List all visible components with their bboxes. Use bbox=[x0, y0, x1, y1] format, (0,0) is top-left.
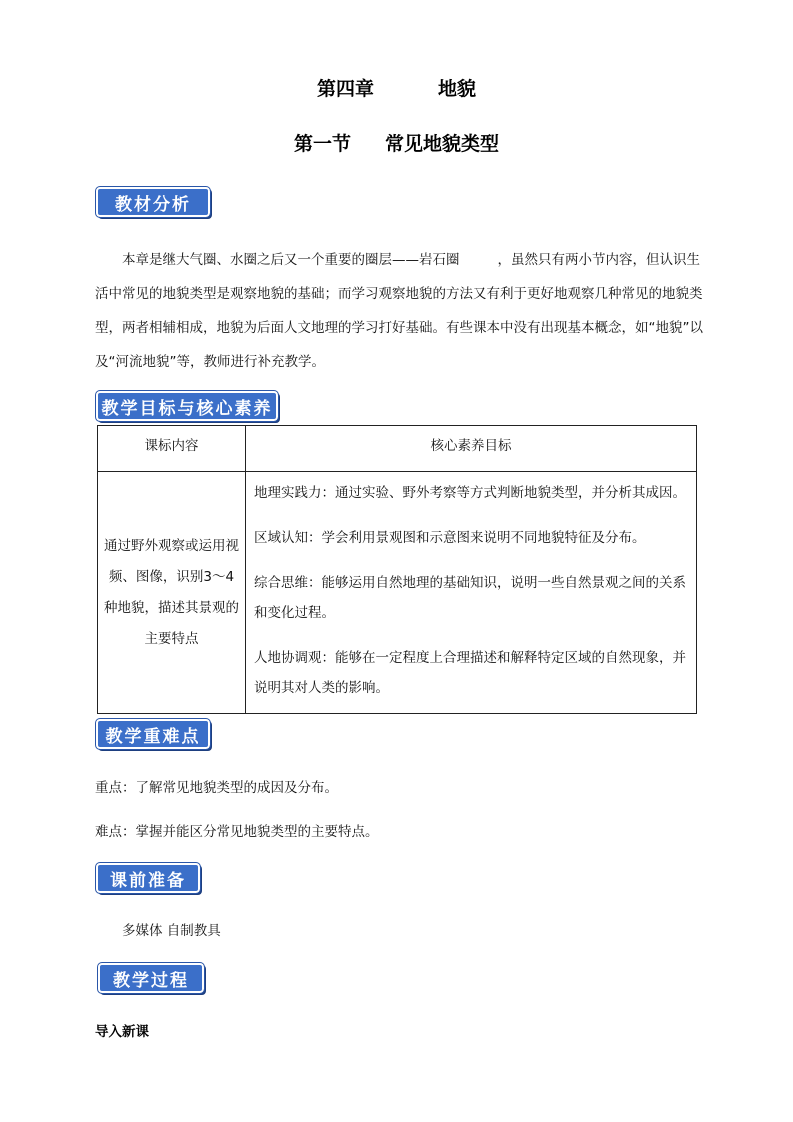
prep-text: 多媒体 自制教具 bbox=[122, 923, 221, 939]
standard-cell: 通过野外观察或运用视频、图像，识别3～4种地貌，描述其景观的主要特点 bbox=[98, 472, 246, 714]
table-row bbox=[98, 472, 697, 714]
section-title bbox=[0, 129, 793, 156]
literacy-cell bbox=[246, 472, 697, 714]
badge-prep: 课前准备 bbox=[96, 863, 200, 893]
section-name: 常见地貌类型 bbox=[385, 133, 500, 155]
chapter-title bbox=[0, 74, 793, 101]
intro-heading: 导入新课 bbox=[95, 1024, 149, 1040]
goals-table bbox=[97, 425, 697, 714]
col-header-literacy: 核心素养目标 bbox=[246, 426, 697, 472]
badge-keypoints: 教学重难点 bbox=[96, 719, 210, 749]
difficult-point-text: 难点：掌握并能区分常见地貌类型的主要特点。 bbox=[95, 824, 379, 840]
literacy-item-harmony: 人地协调观：能够在一定程度上合理描述和解释特定区域的自然现象，并说明其对人类的影响。 bbox=[254, 650, 686, 696]
badge-process: 教学过程 bbox=[98, 963, 204, 993]
section-number: 第一节 bbox=[293, 133, 351, 155]
analysis-text-part1: 本章是继大气圈、水圈之后又一个重要的圈层——岩石圈 bbox=[122, 252, 460, 268]
table-header-row bbox=[98, 426, 697, 472]
literacy-item-region: 区域认知：学会利用景观图和示意图来说明不同地貌特征及分布。 bbox=[254, 530, 646, 546]
analysis-text-part2: ，虽然只有两小节内容，但认识生活中常见的地貌类型是观察地貌的基础；而学习观察地貌的方法又有利于更好地观察几种常见的地貌类型，两者相辅相成，地貌为后面人文地理的学习打好基础。有些课本中没有出现基本概念，如“地貌”以及“河流地貌”等，教师进行补充教学。 bbox=[95, 252, 703, 370]
badge-goals: 教学目标与核心素养 bbox=[96, 391, 278, 421]
col-header-standard: 课标内容 bbox=[98, 426, 246, 472]
key-point-text: 重点：了解常见地貌类型的成因及分布。 bbox=[95, 780, 338, 796]
chapter-name: 地貌 bbox=[438, 78, 477, 100]
analysis-paragraph bbox=[95, 243, 705, 379]
literacy-item-practice: 地理实践力：通过实验、野外考察等方式判断地貌类型，并分析其成因。 bbox=[254, 485, 686, 501]
literacy-item-synthesis: 综合思维：能够运用自然地理的基础知识，说明一些自然景观之间的关系和变化过程。 bbox=[254, 575, 686, 621]
badge-analysis: 教材分析 bbox=[96, 187, 210, 217]
chapter-number: 第四章 bbox=[316, 78, 374, 100]
